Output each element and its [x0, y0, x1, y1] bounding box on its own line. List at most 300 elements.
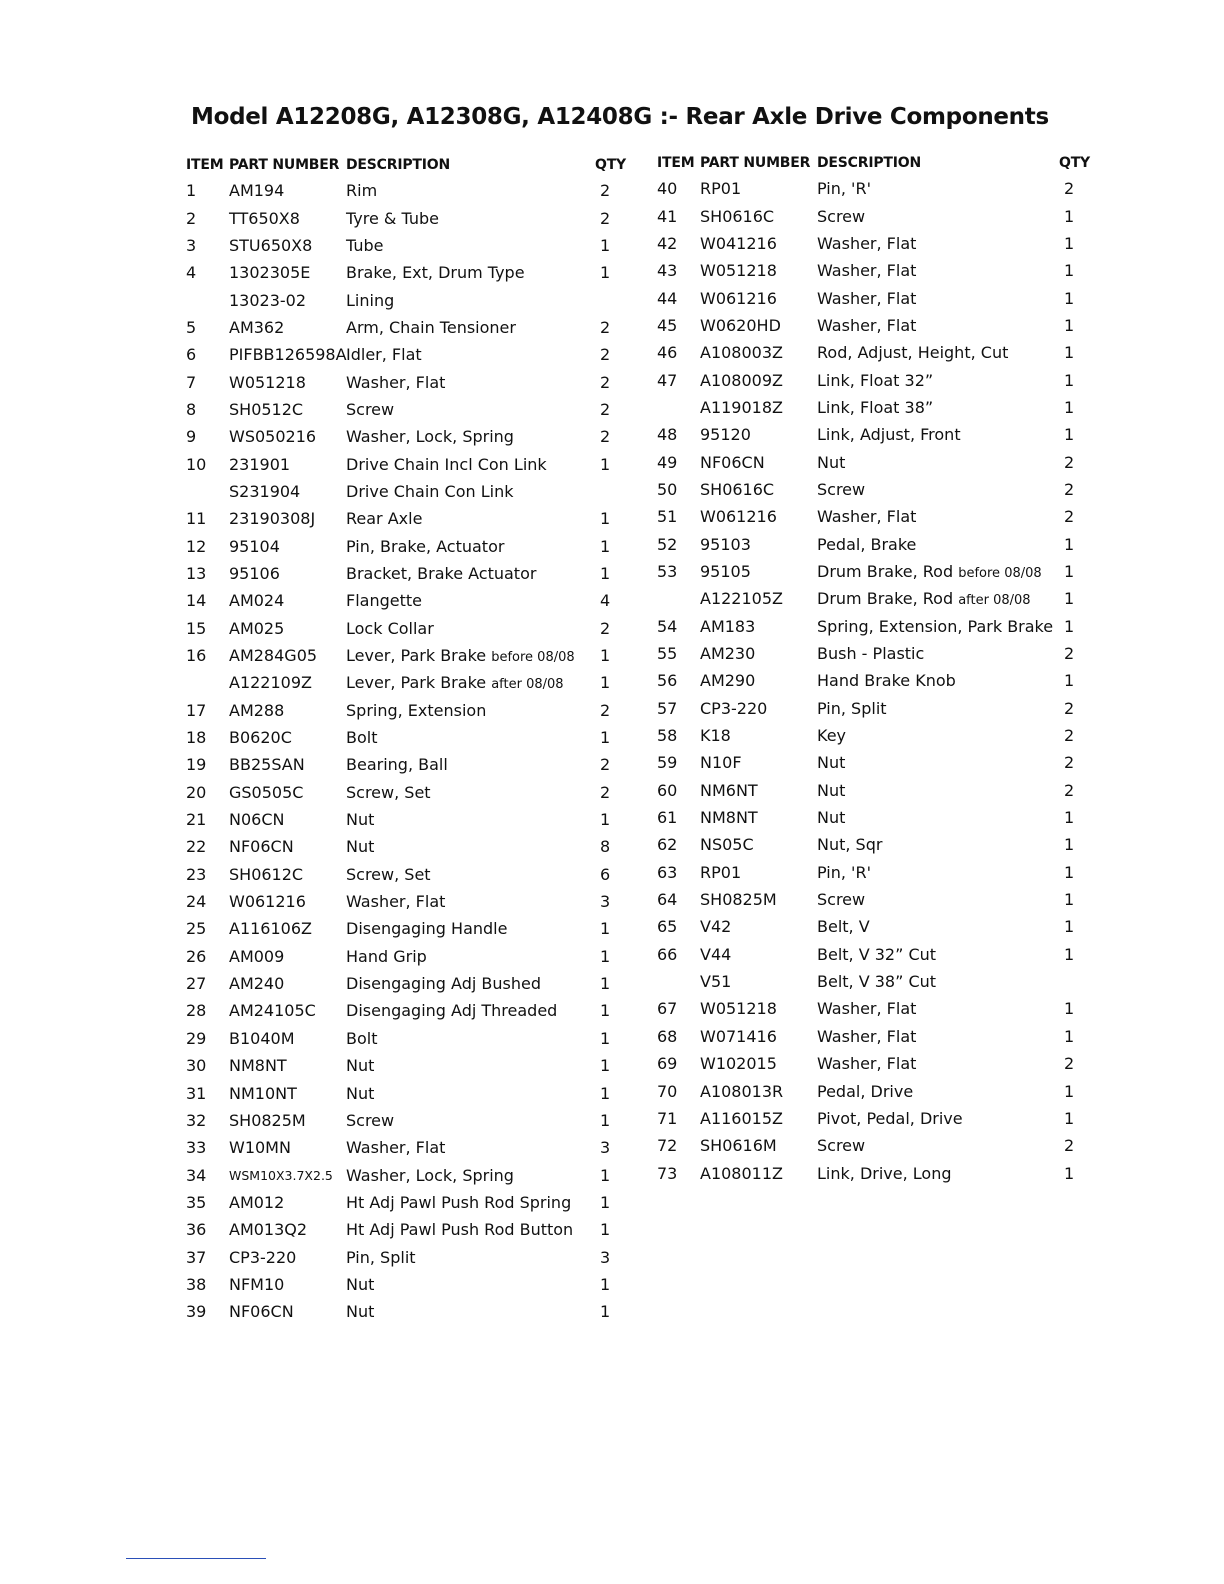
part-number: N10F: [700, 753, 742, 773]
part-number: AM194: [229, 181, 285, 201]
table-row: [186, 232, 630, 259]
quantity: 2: [1064, 1136, 1075, 1156]
part-number: 95106: [229, 563, 280, 583]
item-number: 27: [186, 974, 207, 994]
quantity: 1: [1064, 999, 1075, 1019]
quantity: 1: [1064, 561, 1075, 581]
part-number: SH0825M: [229, 1110, 306, 1130]
quantity: 1: [1064, 206, 1075, 226]
description-text: Link, Float 38”: [817, 397, 934, 417]
description-text: Link, Float 32”: [817, 370, 934, 390]
quantity: 1: [600, 1220, 611, 1240]
description: [346, 1001, 595, 1020]
table-row: [186, 1134, 630, 1161]
table-row: [657, 175, 1094, 202]
quantity: 8: [600, 837, 611, 857]
quantity: 2: [600, 181, 611, 201]
quantity: 1: [1064, 315, 1075, 335]
description: [817, 507, 1059, 526]
description-text: Lining: [346, 290, 395, 310]
item-number: 56: [657, 671, 678, 691]
part-number: 95120: [700, 425, 751, 445]
item-number: 60: [657, 780, 678, 800]
quantity: 1: [600, 454, 611, 474]
description-text: Pin, 'R': [817, 862, 871, 882]
part-number: B0620C: [229, 728, 292, 748]
table-body: [657, 175, 1094, 1187]
table-row: [186, 314, 630, 341]
description: [817, 972, 1059, 991]
part-number: AM025: [229, 618, 285, 638]
description-text: Rod, Adjust, Height, Cut: [817, 343, 1009, 363]
quantity: 1: [600, 536, 611, 556]
quantity: 1: [600, 728, 611, 748]
description: [346, 1029, 595, 1048]
item-number: 57: [657, 698, 678, 718]
part-number: W041216: [700, 233, 777, 253]
item-number: 4: [186, 263, 197, 283]
table-row: [657, 995, 1094, 1022]
table-row: [186, 396, 630, 423]
part-number: V42: [700, 917, 732, 937]
part-number: NM8NT: [229, 1056, 287, 1076]
quantity: 3: [600, 892, 611, 912]
table-row: [657, 886, 1094, 913]
description: [346, 482, 595, 501]
description: [346, 509, 595, 528]
table-row: [657, 913, 1094, 940]
description: [346, 427, 595, 446]
table-row: [186, 806, 630, 833]
item-number: 1: [186, 181, 197, 201]
description: [346, 810, 595, 829]
quantity: 1: [1064, 1081, 1075, 1101]
description-text: Disengaging Handle: [346, 919, 508, 939]
description: [346, 892, 595, 911]
part-number: A108003Z: [700, 343, 783, 363]
quantity: 2: [1064, 1054, 1075, 1074]
quantity: 1: [1064, 397, 1075, 417]
description: [346, 318, 595, 337]
table-header: [657, 151, 1094, 175]
part-number: AM24105C: [229, 1001, 316, 1021]
part-number: AM240: [229, 974, 285, 994]
item-number: 11: [186, 509, 207, 529]
description: [817, 1054, 1059, 1073]
description-text: Washer, Flat: [817, 507, 917, 527]
description-text: Lever, Park Brake: [346, 673, 487, 693]
quantity: 2: [1064, 479, 1075, 499]
description-text: Washer, Flat: [817, 233, 917, 253]
table-row: [657, 859, 1094, 886]
header-description: DESCRIPTION: [346, 157, 450, 173]
part-number: NF06CN: [229, 837, 294, 857]
part-number: B1040M: [229, 1028, 295, 1048]
item-number: 33: [186, 1138, 207, 1158]
header-qty: QTY: [1059, 155, 1090, 171]
quantity: 2: [600, 700, 611, 720]
part-number: SH0616C: [700, 479, 775, 499]
part-number: 95105: [700, 561, 751, 581]
description-text: Screw: [817, 206, 866, 226]
table-row: [186, 204, 630, 231]
quantity: 1: [600, 1056, 611, 1076]
part-number: NM8NT: [700, 808, 758, 828]
item-number: 66: [657, 944, 678, 964]
description: [817, 808, 1059, 827]
table-row: [657, 1077, 1094, 1104]
table-row: [657, 257, 1094, 284]
description-text: Drive Chain Incl Con Link: [346, 454, 547, 474]
description-text: Screw, Set: [346, 782, 431, 802]
description-text: Washer, Flat: [346, 892, 446, 912]
table-row: [657, 394, 1094, 421]
description-text: Flangette: [346, 591, 422, 611]
table-row: [657, 1050, 1094, 1077]
item-number: 31: [186, 1083, 207, 1103]
part-number: K18: [700, 726, 731, 746]
item-number: 5: [186, 317, 197, 337]
quantity: 1: [600, 1083, 611, 1103]
part-number: AM024: [229, 591, 285, 611]
description: [817, 179, 1059, 198]
description: [346, 783, 595, 802]
description-text: Ht Adj Pawl Push Rod Button: [346, 1220, 574, 1240]
quantity: 2: [600, 755, 611, 775]
table-row: [186, 532, 630, 559]
header-item: ITEM: [657, 155, 695, 171]
quantity: 1: [600, 646, 611, 666]
part-number: BB25SAN: [229, 755, 305, 775]
description-text: Washer, Lock, Spring: [346, 1165, 514, 1185]
part-number: SH0616M: [700, 1136, 777, 1156]
description-text: Nut: [346, 810, 375, 830]
item-number: 62: [657, 835, 678, 855]
description-text: Rear Axle: [346, 509, 423, 529]
description: [817, 261, 1059, 280]
description: [346, 619, 595, 638]
table-row: [186, 669, 630, 696]
table-row: [657, 1132, 1094, 1159]
header-part-number: PART NUMBER: [700, 155, 811, 171]
part-number: A108009Z: [700, 370, 783, 390]
description: [817, 617, 1059, 636]
quantity: 1: [600, 1165, 611, 1185]
description: [346, 1138, 595, 1157]
item-number: 46: [657, 343, 678, 363]
part-number: PIFBB126598A: [229, 345, 347, 365]
date-note: before 08/08: [491, 650, 575, 666]
quantity: 1: [600, 919, 611, 939]
description: [817, 1136, 1059, 1155]
description: [817, 644, 1059, 663]
table-row: [657, 1105, 1094, 1132]
part-number: 95104: [229, 536, 280, 556]
table-row: [657, 749, 1094, 776]
part-number: W10MN: [229, 1138, 291, 1158]
part-number: RP01: [700, 179, 742, 199]
table-row: [657, 777, 1094, 804]
description-text: Screw: [346, 399, 395, 419]
item-number: 22: [186, 837, 207, 857]
description-text: Spring, Extension, Park Brake: [817, 616, 1054, 636]
table-row: [186, 341, 630, 368]
part-number: W071416: [700, 1026, 777, 1046]
description-text: Nut: [346, 1056, 375, 1076]
table-row: [186, 587, 630, 614]
table-row: [657, 941, 1094, 968]
quantity: 1: [1064, 589, 1075, 609]
part-number: A116015Z: [700, 1108, 783, 1128]
description: [817, 1164, 1059, 1183]
table-row: [186, 1243, 630, 1270]
item-number: 30: [186, 1056, 207, 1076]
description: [346, 209, 595, 228]
item-number: 42: [657, 233, 678, 253]
quantity: 6: [600, 864, 611, 884]
description-text: Nut: [817, 753, 846, 773]
quantity: 2: [1064, 780, 1075, 800]
table-row: [186, 861, 630, 888]
quantity: 1: [1064, 944, 1075, 964]
table-row: [186, 943, 630, 970]
description-text: Lever, Park Brake: [346, 646, 487, 666]
item-number: 38: [186, 1274, 207, 1294]
description: [817, 234, 1059, 253]
item-number: 35: [186, 1192, 207, 1212]
table-row: [186, 286, 630, 313]
item-number: 72: [657, 1136, 678, 1156]
description: [346, 291, 595, 310]
item-number: 55: [657, 644, 678, 664]
table-row: [657, 722, 1094, 749]
item-number: 17: [186, 700, 207, 720]
table-row: [657, 230, 1094, 257]
description-text: Washer, Flat: [346, 372, 446, 392]
quantity: 1: [600, 946, 611, 966]
description-text: Ht Adj Pawl Push Rod Spring: [346, 1192, 572, 1212]
quantity: 1: [1064, 1108, 1075, 1128]
table-row: [657, 284, 1094, 311]
description-text: Lock Collar: [346, 618, 434, 638]
part-number: AM012: [229, 1192, 285, 1212]
description-text: Washer, Flat: [817, 1026, 917, 1046]
part-number: A116106Z: [229, 919, 312, 939]
table-row: [186, 1189, 630, 1216]
quantity: 1: [1064, 1026, 1075, 1046]
part-number: W102015: [700, 1054, 777, 1074]
table-row: [657, 831, 1094, 858]
description-text: Washer, Flat: [817, 999, 917, 1019]
part-number: W061216: [700, 288, 777, 308]
quantity: 1: [600, 1192, 611, 1212]
description-text: Belt, V 38” Cut: [817, 972, 937, 992]
description-text: Disengaging Adj Bushed: [346, 974, 541, 994]
description: [817, 343, 1059, 362]
table-row: [186, 560, 630, 587]
description: [346, 345, 595, 364]
item-number: 52: [657, 534, 678, 554]
description-text: Screw, Set: [346, 864, 431, 884]
header-qty: QTY: [595, 157, 626, 173]
table-row: [186, 1216, 630, 1243]
description: [817, 589, 1059, 608]
description-text: Nut, Sqr: [817, 835, 883, 855]
quantity: 4: [600, 591, 611, 611]
table-row: [186, 450, 630, 477]
item-number: 29: [186, 1028, 207, 1048]
item-number: 34: [186, 1165, 207, 1185]
item-number: 47: [657, 370, 678, 390]
item-number: 73: [657, 1163, 678, 1183]
part-number: W061216: [229, 892, 306, 912]
table-row: [186, 1025, 630, 1052]
description: [817, 398, 1059, 417]
description: [346, 564, 595, 583]
part-number: W051218: [700, 999, 777, 1019]
quantity: 1: [1064, 233, 1075, 253]
description: [346, 1111, 595, 1130]
table-row: [186, 1052, 630, 1079]
description-text: Drum Brake, Rod: [817, 561, 954, 581]
parts-table-right: [657, 151, 1094, 1187]
quantity: 1: [1064, 862, 1075, 882]
part-number: SH0825M: [700, 890, 777, 910]
description-text: Screw: [346, 1110, 395, 1130]
table-row: [657, 202, 1094, 229]
part-number: AM362: [229, 317, 285, 337]
table-row: [186, 368, 630, 395]
description-text: Hand Brake Knob: [817, 671, 956, 691]
quantity: 1: [1064, 835, 1075, 855]
description: [346, 1302, 595, 1321]
description: [346, 373, 595, 392]
quantity: 2: [1064, 726, 1075, 746]
part-number: SH0612C: [229, 864, 304, 884]
part-number: CP3-220: [700, 698, 768, 718]
header-description: DESCRIPTION: [817, 155, 921, 171]
table-row: [657, 1023, 1094, 1050]
table-row: [186, 1107, 630, 1134]
table-row: [657, 503, 1094, 530]
description: [817, 480, 1059, 499]
description-text: Screw: [817, 890, 866, 910]
quantity: 2: [600, 399, 611, 419]
table-row: [186, 724, 630, 751]
item-number: 25: [186, 919, 207, 939]
description: [346, 1056, 595, 1075]
part-number: AM013Q2: [229, 1220, 308, 1240]
quantity: 1: [600, 810, 611, 830]
item-number: 51: [657, 507, 678, 527]
description: [346, 974, 595, 993]
table-row: [186, 697, 630, 724]
quantity: 1: [600, 235, 611, 255]
part-number: W0620HD: [700, 315, 781, 335]
part-number: STU650X8: [229, 235, 313, 255]
description-text: Bush - Plastic: [817, 644, 925, 664]
quantity: 1: [1064, 671, 1075, 691]
part-number: AM288: [229, 700, 285, 720]
item-number: 20: [186, 782, 207, 802]
description: [817, 371, 1059, 390]
description: [346, 1275, 595, 1294]
table-row: [186, 478, 630, 505]
part-number: WS050216: [229, 427, 317, 447]
description-text: Nut: [817, 452, 846, 472]
description: [346, 646, 595, 665]
description-text: Nut: [817, 780, 846, 800]
item-number: 15: [186, 618, 207, 638]
quantity: 1: [1064, 370, 1075, 390]
quantity: 1: [1064, 288, 1075, 308]
quantity: 1: [1064, 808, 1075, 828]
description-text: Bracket, Brake Actuator: [346, 563, 537, 583]
item-number: 71: [657, 1108, 678, 1128]
parts-table-left: [186, 153, 630, 1325]
item-number: 39: [186, 1302, 207, 1322]
description-text: Arm, Chain Tensioner: [346, 317, 516, 337]
item-number: 49: [657, 452, 678, 472]
table-row: [186, 751, 630, 778]
quantity: 1: [1064, 343, 1075, 363]
item-number: 48: [657, 425, 678, 445]
description: [817, 890, 1059, 909]
description-text: Drum Brake, Rod: [817, 589, 954, 609]
description-text: Pin, Split: [817, 698, 887, 718]
item-number: 44: [657, 288, 678, 308]
description: [817, 699, 1059, 718]
description-text: Pedal, Drive: [817, 1081, 914, 1101]
item-number: 28: [186, 1001, 207, 1021]
item-number: 67: [657, 999, 678, 1019]
part-number: W061216: [700, 507, 777, 527]
part-number: SH0616C: [700, 206, 775, 226]
quantity: 3: [600, 1247, 611, 1267]
table-row: [186, 970, 630, 997]
description-text: Nut: [346, 1302, 375, 1322]
description: [817, 425, 1059, 444]
item-number: 24: [186, 892, 207, 912]
description: [817, 917, 1059, 936]
table-row: [186, 997, 630, 1024]
quantity: 1: [600, 1001, 611, 1021]
table-row: [186, 833, 630, 860]
quantity: 1: [1064, 534, 1075, 554]
table-row: [186, 779, 630, 806]
table-row: [657, 695, 1094, 722]
description: [346, 1220, 595, 1239]
part-number: CP3-220: [229, 1247, 297, 1267]
item-number: 40: [657, 179, 678, 199]
item-number: 37: [186, 1247, 207, 1267]
part-number: AM290: [700, 671, 756, 691]
description-text: Hand Grip: [346, 946, 427, 966]
table-row: [186, 615, 630, 642]
item-number: 26: [186, 946, 207, 966]
description-text: Bearing, Ball: [346, 755, 448, 775]
description: [346, 728, 595, 747]
part-number: V51: [700, 972, 732, 992]
item-number: 13: [186, 563, 207, 583]
table-row: [657, 968, 1094, 995]
item-number: 53: [657, 561, 678, 581]
quantity: 2: [600, 372, 611, 392]
part-number: NF06CN: [700, 452, 765, 472]
item-number: 14: [186, 591, 207, 611]
description: [817, 316, 1059, 335]
description: [817, 726, 1059, 745]
